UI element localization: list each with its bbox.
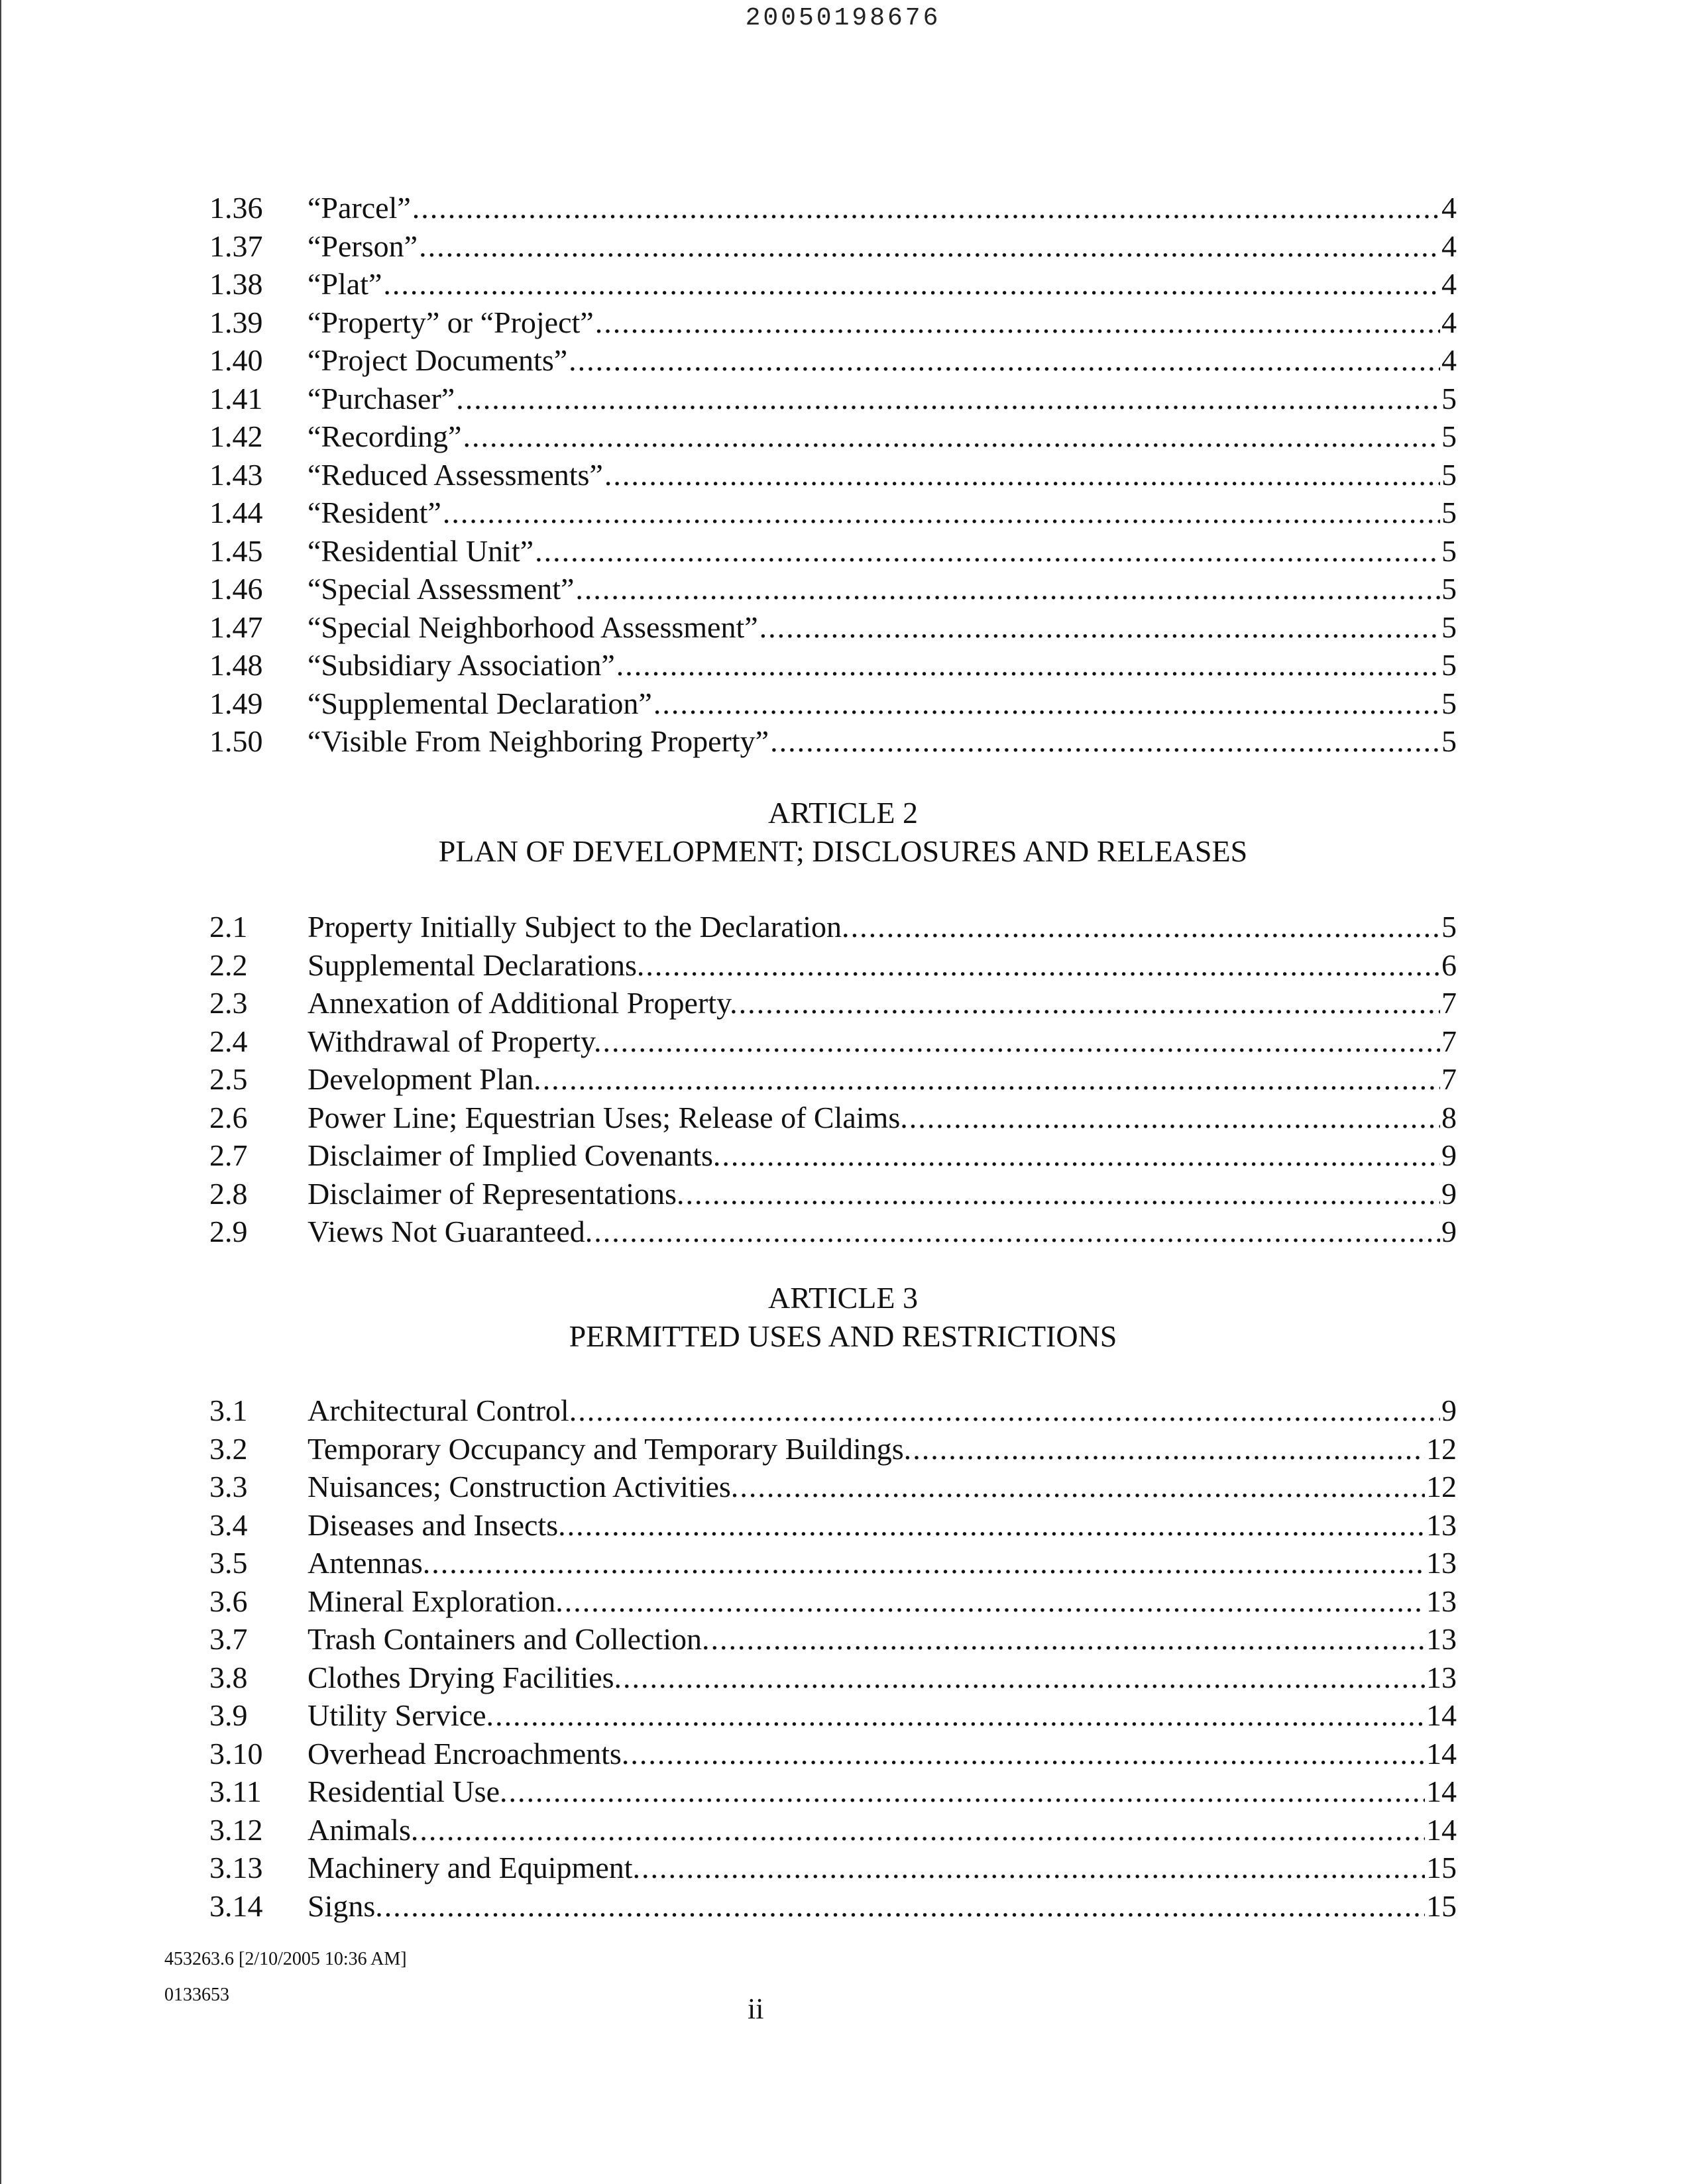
toc-title: Signs. (308, 1888, 383, 1923)
toc-leader (567, 1506, 1425, 1545)
toc-row[interactable] (209, 1099, 1457, 1137)
toc-page: 5 (1441, 724, 1457, 758)
toc-title: “Project Documents” (308, 343, 568, 377)
toc-page: 5 (1441, 533, 1457, 568)
toc-page: 4 (1441, 343, 1457, 377)
toc-number: 3.11 (209, 1774, 262, 1808)
toc-page: 4 (1441, 267, 1457, 301)
toc-leader (685, 1175, 1440, 1213)
toc-page: 5 (1441, 496, 1457, 529)
toc-title: Power Line; Equestrian Uses; Release of Claims. (308, 1100, 908, 1134)
toc-leader (851, 908, 1440, 946)
toc-title: Antennas. (308, 1546, 431, 1580)
toc-row[interactable] (209, 189, 1457, 227)
toc-row[interactable] (209, 1582, 1457, 1621)
article-3-label: ARTICLE 3 (768, 1281, 918, 1315)
footer-client-ref: 0133653 (164, 1985, 229, 2005)
toc-number: 3.7 (209, 1622, 248, 1656)
toc-leader (431, 1544, 1425, 1582)
toc-title: “Visible From Neighboring Property” (308, 724, 769, 758)
toc-leader (642, 1849, 1425, 1887)
toc-page: 5 (1441, 610, 1457, 644)
toc-leader (443, 494, 1440, 532)
toc-number: 3.6 (209, 1584, 248, 1618)
toc-leader (722, 1136, 1440, 1175)
toc-number: 2.5 (209, 1062, 248, 1096)
toc-page: 9 (1441, 1138, 1457, 1172)
toc-title: Animals. (308, 1812, 419, 1847)
toc-page: 14 (1426, 1698, 1457, 1732)
toc-row[interactable] (209, 1213, 1457, 1251)
toc-title: Trash Containers and Collection. (308, 1622, 710, 1656)
toc-page: 6 (1441, 948, 1457, 982)
toc-title: Disclaimer of Implied Covenants. (308, 1138, 721, 1172)
toc-number: 1.48 (209, 648, 263, 682)
toc-number: 2.9 (209, 1215, 248, 1248)
toc-page: 4 (1441, 229, 1457, 263)
toc-page: 15 (1426, 1851, 1457, 1884)
toc-page: 5 (1441, 910, 1457, 944)
toc-row[interactable] (209, 646, 1457, 684)
toc-row[interactable] (209, 946, 1457, 985)
toc-leader (653, 684, 1440, 723)
toc-leader (383, 265, 1440, 303)
toc-title: Temporary Occupancy and Temporary Buildings. (308, 1431, 912, 1466)
toc-title: Development Plan. (308, 1062, 541, 1096)
toc-leader (420, 1811, 1425, 1849)
toc-title: “Person” (308, 229, 418, 263)
toc-row[interactable] (209, 722, 1457, 761)
toc-row[interactable] (209, 456, 1457, 494)
toc-number: 1.36 (209, 191, 263, 225)
toc-title: “Resident” (308, 496, 441, 529)
toc-number: 1.42 (209, 419, 263, 453)
toc-number: 2.6 (209, 1100, 248, 1134)
toc-page: 5 (1441, 572, 1457, 606)
toc-page: 5 (1441, 381, 1457, 415)
toc-row[interactable] (209, 532, 1457, 571)
toc-leader (603, 1022, 1440, 1061)
toc-title: “Purchaser” (308, 381, 455, 415)
toc-page: 12 (1426, 1431, 1457, 1466)
toc-number: 1.39 (209, 305, 263, 339)
toc-page: 4 (1441, 191, 1457, 225)
toc-row[interactable] (209, 417, 1457, 456)
toc-title: Overhead Encroachments. (308, 1736, 630, 1771)
toc-row[interactable] (209, 1468, 1457, 1506)
toc-row[interactable] (209, 1773, 1457, 1811)
toc-leader (578, 1392, 1440, 1430)
toc-leader (569, 341, 1440, 380)
toc-page: 15 (1426, 1888, 1457, 1923)
toc-number: 1.50 (209, 724, 263, 758)
toc-page: 9 (1441, 1393, 1457, 1427)
toc-title: “Reduced Assessments” (308, 457, 603, 492)
toc-leader (594, 1213, 1440, 1251)
toc-title: Views Not Guaranteed. (308, 1215, 593, 1248)
toc-title: Clothes Drying Facilities. (308, 1660, 622, 1694)
toc-row[interactable] (209, 494, 1457, 532)
toc-title: Disclaimer of Representations. (308, 1176, 685, 1211)
toc-number: 1.46 (209, 572, 263, 606)
toc-leader (575, 570, 1440, 608)
toc-title: Withdrawal of Property. (308, 1024, 602, 1058)
toc-row[interactable] (209, 1620, 1457, 1659)
article-2-heading (0, 794, 1686, 871)
toc-title: “Recording” (308, 419, 462, 453)
article-2-label: ARTICLE 2 (768, 796, 918, 830)
toc-leader (509, 1773, 1426, 1811)
toc-title: “Residential Unit” (308, 533, 534, 568)
toc-leader (595, 303, 1440, 342)
toc-leader (909, 1099, 1440, 1137)
toc-leader (419, 227, 1440, 266)
toc-number: 3.8 (209, 1660, 248, 1694)
toc-title: Nuisances; Construction Activities. (308, 1470, 739, 1503)
toc-row[interactable] (209, 265, 1457, 303)
toc-page: 5 (1441, 457, 1457, 492)
toc-row[interactable] (209, 1659, 1457, 1697)
toc-number: 3.14 (209, 1888, 263, 1923)
toc-title: “Special Assessment” (308, 572, 575, 606)
toc-number: 2.2 (209, 948, 248, 982)
toc-row[interactable] (209, 1811, 1457, 1849)
toc-title: Machinery and Equipment. (308, 1851, 641, 1884)
toc-title: Residential Use. (308, 1774, 508, 1808)
toc-title: Utility Service. (308, 1698, 494, 1732)
toc-leader (740, 1468, 1425, 1506)
toc-page: 5 (1441, 419, 1457, 453)
toc-page: 12 (1426, 1470, 1457, 1503)
toc-title: “Special Neighborhood Assessment” (308, 610, 758, 644)
toc-page: 9 (1441, 1215, 1457, 1248)
document-number: 20050198676 (745, 4, 941, 32)
toc-page: 14 (1426, 1736, 1457, 1771)
article-2-toc (209, 908, 1457, 1251)
toc-row[interactable] (209, 1060, 1457, 1099)
article-3-title: PERMITTED USES AND RESTRICTIONS (569, 1319, 1117, 1353)
page-number: ii (748, 1993, 764, 2025)
toc-number: 2.1 (209, 910, 248, 944)
toc-leader (463, 417, 1440, 456)
toc-title: Annexation of Additional Property. (308, 986, 738, 1020)
toc-row[interactable] (209, 303, 1457, 342)
toc-leader (604, 456, 1440, 494)
toc-row[interactable] (209, 341, 1457, 380)
toc-title: “Property” or “Project” (308, 305, 594, 339)
toc-row[interactable] (209, 908, 1457, 946)
toc-number: 2.3 (209, 986, 248, 1020)
toc-row[interactable] (209, 380, 1457, 418)
toc-page: 4 (1441, 305, 1457, 339)
toc-title: Diseases and Insects. (308, 1507, 566, 1542)
toc-leader (710, 1620, 1425, 1659)
toc-page: 13 (1426, 1660, 1457, 1694)
toc-leader (384, 1887, 1425, 1926)
toc-row[interactable] (209, 1849, 1457, 1887)
toc-title: Architectural Control. (308, 1393, 577, 1427)
toc-page: 7 (1441, 1024, 1457, 1058)
toc-leader (623, 1659, 1425, 1697)
toc-number: 3.10 (209, 1736, 263, 1771)
toc-page: 8 (1441, 1100, 1457, 1134)
toc-number: 3.12 (209, 1812, 263, 1847)
toc-page: 14 (1426, 1812, 1457, 1847)
toc-number: 3.5 (209, 1546, 248, 1580)
toc-number: 1.44 (209, 496, 263, 529)
toc-number: 2.8 (209, 1176, 248, 1211)
toc-page: 14 (1426, 1774, 1457, 1808)
toc-row[interactable] (209, 1735, 1457, 1773)
article-3-toc (209, 1392, 1457, 1925)
toc-number: 3.9 (209, 1698, 248, 1732)
toc-row[interactable] (209, 684, 1457, 723)
toc-row[interactable] (209, 984, 1457, 1022)
toc-row[interactable] (209, 227, 1457, 266)
toc-leader (739, 984, 1440, 1022)
toc-row[interactable] (209, 1887, 1457, 1926)
toc-title: Supplemental Declarations. (308, 948, 645, 982)
article-2-title: PLAN OF DEVELOPMENT; DISCLOSURES AND RELEASES (438, 834, 1248, 868)
toc-number: 3.2 (209, 1431, 248, 1466)
toc-page: 13 (1426, 1546, 1457, 1580)
toc-row[interactable] (209, 1392, 1457, 1430)
toc-page: 13 (1426, 1584, 1457, 1618)
toc-row[interactable] (209, 1430, 1457, 1468)
toc-leader (759, 608, 1440, 647)
toc-page: 9 (1441, 1176, 1457, 1211)
toc-number: 1.38 (209, 267, 263, 301)
toc-leader (495, 1696, 1425, 1735)
toc-number: 3.13 (209, 1851, 263, 1884)
toc-title: “Supplemental Declaration” (308, 686, 652, 720)
toc-page: 7 (1441, 1062, 1457, 1096)
toc-row[interactable] (209, 1544, 1457, 1582)
toc-row[interactable] (209, 1136, 1457, 1175)
toc-leader (646, 946, 1440, 985)
toc-number: 1.47 (209, 610, 263, 644)
definitions-toc (209, 189, 1457, 761)
toc-number: 3.4 (209, 1507, 248, 1542)
toc-number: 3.1 (209, 1393, 248, 1427)
page-edge (0, 0, 3, 2184)
toc-page: 7 (1441, 986, 1457, 1020)
toc-leader (565, 1582, 1425, 1621)
toc-number: 1.41 (209, 381, 263, 415)
toc-number: 1.49 (209, 686, 263, 720)
toc-leader (630, 1735, 1425, 1773)
footer-doc-ref: 453263.6 [2/10/2005 10:36 AM] (164, 1949, 407, 1969)
toc-title: “Plat” (308, 267, 382, 301)
toc-leader (770, 722, 1440, 761)
toc-leader (456, 380, 1440, 418)
toc-page: 5 (1441, 686, 1457, 720)
toc-title: “Subsidiary Association” (308, 648, 615, 682)
toc-row[interactable] (209, 1506, 1457, 1545)
toc-leader (616, 646, 1440, 684)
toc-row[interactable] (209, 1022, 1457, 1061)
article-3-heading (0, 1279, 1686, 1356)
toc-number: 2.7 (209, 1138, 248, 1172)
toc-page: 13 (1426, 1622, 1457, 1656)
toc-page: 5 (1441, 648, 1457, 682)
toc-row[interactable] (209, 1696, 1457, 1735)
toc-leader (535, 532, 1440, 571)
toc-leader (913, 1430, 1425, 1468)
toc-page: 13 (1426, 1507, 1457, 1542)
toc-title: “Parcel” (308, 191, 411, 225)
toc-leader (543, 1060, 1440, 1099)
toc-number: 3.3 (209, 1470, 248, 1503)
toc-number: 1.45 (209, 533, 263, 568)
toc-number: 1.43 (209, 457, 263, 492)
toc-title: Property Initially Subject to the Declaration. (308, 910, 850, 944)
toc-number: 2.4 (209, 1024, 248, 1058)
toc-row[interactable] (209, 608, 1457, 647)
toc-number: 1.37 (209, 229, 263, 263)
toc-title: Mineral Exploration. (308, 1584, 563, 1618)
toc-row[interactable] (209, 1175, 1457, 1213)
toc-number: 1.40 (209, 343, 263, 377)
toc-row[interactable] (209, 570, 1457, 608)
toc-leader (412, 189, 1440, 227)
